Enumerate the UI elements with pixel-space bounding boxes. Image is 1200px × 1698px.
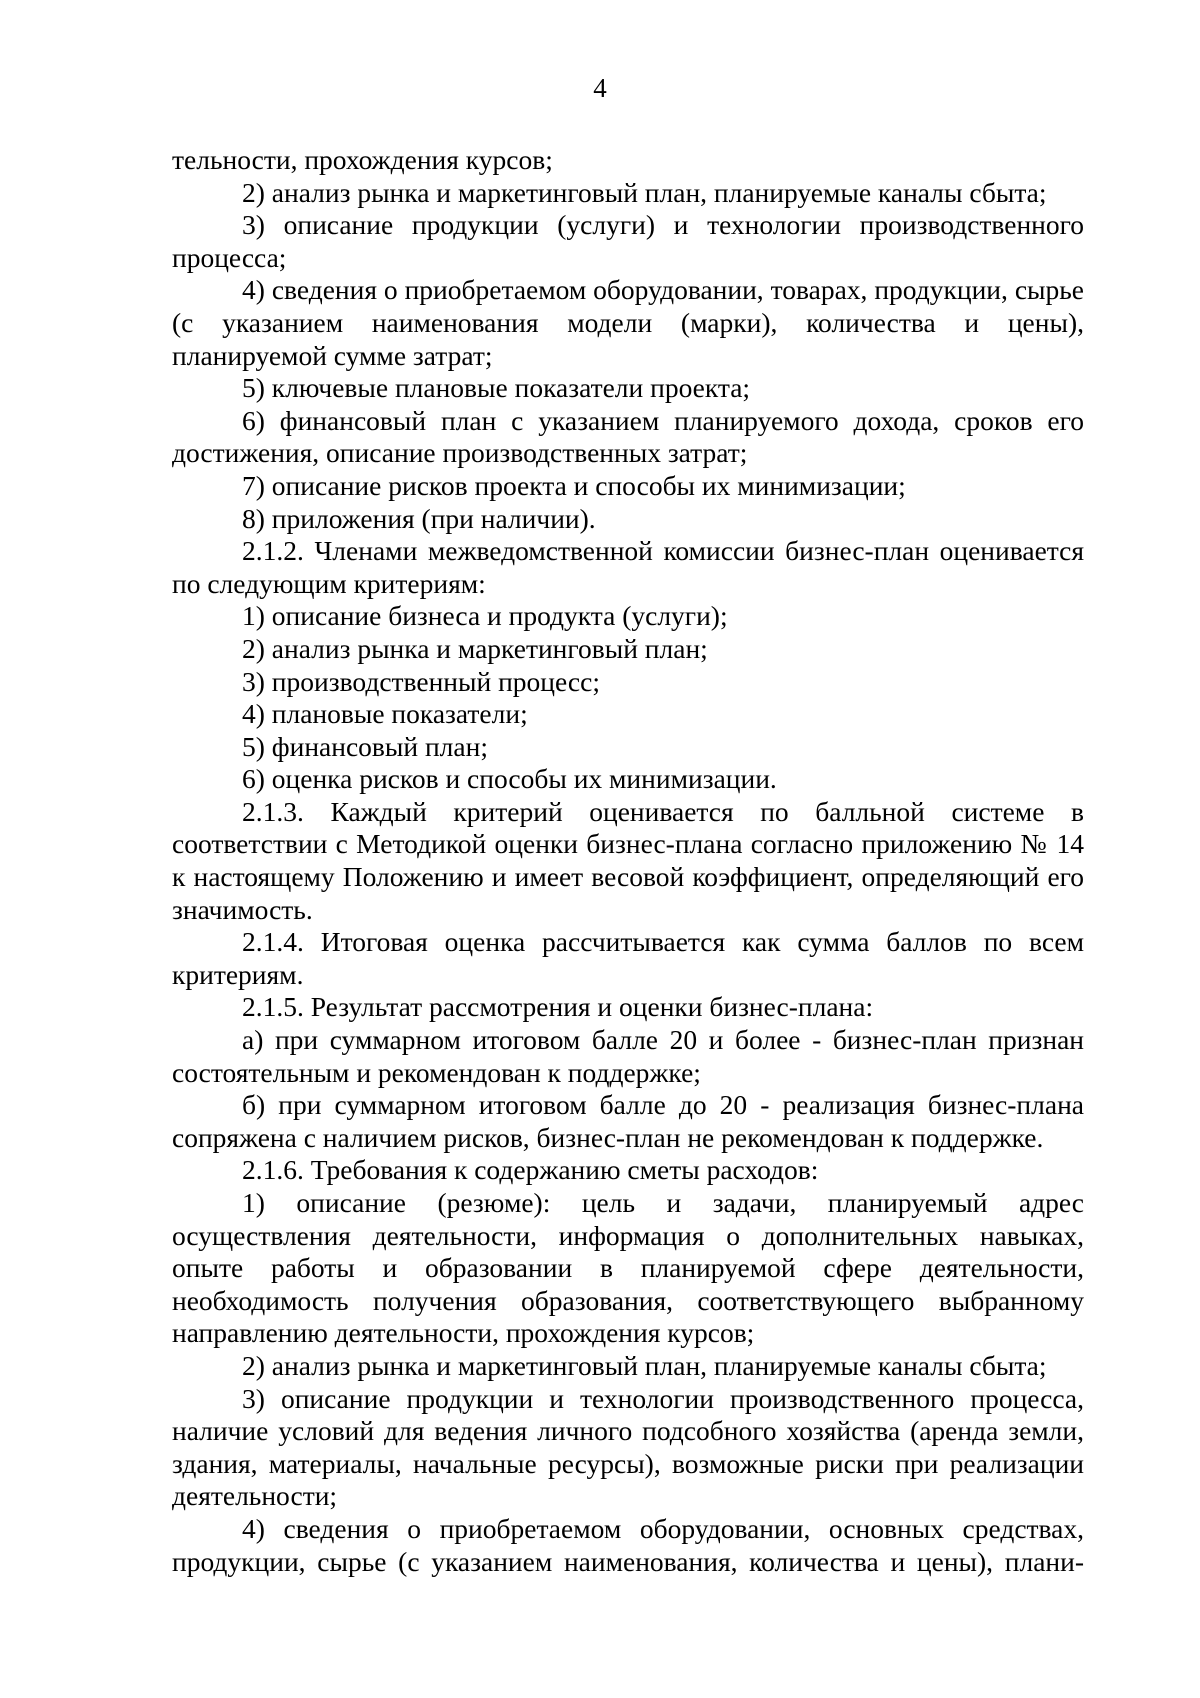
paragraph: 2) анализ рынка и маркетинговый план, планируемые каналы сбыта;	[242, 176, 1047, 208]
paragraph: б) при суммарном итоговом балле до 20 - реализация бизнес-плана сопряжена с наличием рисков, бизнес-план не рекомендован к поддержке.	[172, 1089, 1084, 1153]
paragraph: 4) сведения о приобретаемом оборудовании, товарах, продукции, сырье (с указанием наименования модели (марки), количества и цены), планируемой сумме затрат;	[172, 274, 1084, 371]
paragraph: 7) описание рисков проекта и способы их минимизации;	[242, 469, 906, 501]
paragraph: 2) анализ рынка и маркетинговый план;	[242, 632, 708, 664]
paragraph: 4) сведения о приобретаемом оборудовании, основных средствах, продукции, сырье (с указанием наименования, количества и цены), плани-	[172, 1512, 1084, 1577]
paragraph: 2.1.2. Членами межведомственной комиссии бизнес-план оценивается по следующим критериям:	[172, 535, 1084, 599]
paragraph: 8) приложения (при наличии).	[242, 502, 596, 534]
document-body	[172, 144, 1084, 1578]
paragraph: 4) плановые показатели;	[242, 698, 528, 730]
paragraph: 1) описание бизнеса и продукта (услуги);	[242, 600, 728, 632]
paragraph: 1) описание (резюме): цель и задачи, планируемый адрес осуществления деятельности, информация о дополнительных навыках, опыте работы и образовании в планируемой сфере деятельности, необходимость получения образования, соответствующего выбранному направлению деятельности, прохождения курсов;	[172, 1187, 1084, 1349]
paragraph: 2.1.5. Результат рассмотрения и оценки бизнес-плана:	[242, 991, 874, 1023]
paragraph: 3) производственный процесс;	[242, 665, 600, 697]
page-number: 4	[593, 73, 607, 103]
paragraph: 5) ключевые плановые показатели проекта;	[242, 372, 751, 404]
paragraph: 6) финансовый план с указанием планируемого дохода, сроков его достижения, описание производственных затрат;	[172, 404, 1084, 469]
paragraph: 3) описание продукции и технологии производственного процесса, наличие условий для ведения личного подсобного хозяйства (аренда земли, здания, материалы, начальные ресурсы), возможные риски при реализации деятельности;	[172, 1382, 1084, 1512]
paragraph: 5) финансовый план;	[242, 730, 488, 762]
paragraph: а) при суммарном итоговом балле 20 и более - бизнес-план признан состоятельным и рекомендован к поддержке;	[172, 1024, 1084, 1088]
paragraph: 2.1.6. Требования к содержанию сметы расходов:	[242, 1154, 819, 1186]
paragraph: 2.1.4. Итоговая оценка рассчитывается как сумма баллов по всем критериям.	[172, 926, 1084, 990]
paragraph: 3) описание продукции (услуги) и технологии производственного процесса;	[172, 209, 1084, 273]
paragraph: тельности, прохождения курсов;	[172, 144, 553, 175]
paragraph: 2) анализ рынка и маркетинговый план, планируемые каналы сбыта;	[242, 1349, 1047, 1381]
paragraph: 2.1.3. Каждый критерий оценивается по балльной системе в соответствии с Методикой оценки бизнес-плана согласно приложению № 14 к настоящему Положению и имеет весовой коэффициент, определяющий его значимость.	[172, 795, 1084, 925]
paragraph: 6) оценка рисков и способы их минимизации.	[242, 763, 777, 795]
